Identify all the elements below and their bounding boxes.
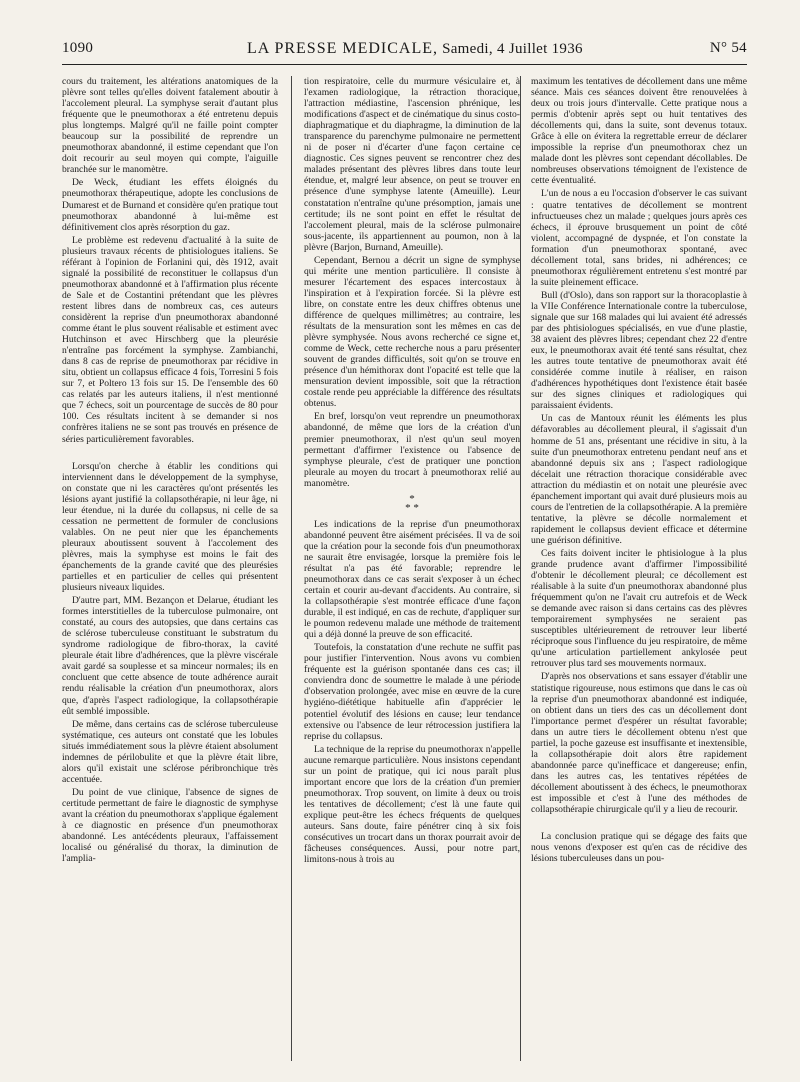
paragraph: De Weck, étudiant les effets éloignés du pneumothorax thérapeutique, adopte les conclusions de Dumarest et de Burnand et considère qu'en pratique tout pneumothorax abandonné à lui-même est définitivement clos après résorption du gaz.	[62, 177, 278, 233]
paragraph: La conclusion pratique qui se dégage des faits que nous venons d'exposer est qu'en cas de récidive des lésions tuberculeuses dans un pou-	[531, 831, 747, 865]
paragraph: Ces faits doivent inciter le phtisiologue à la plus grande prudence avant d'affirmer l'impossibilité d'obtenir le décollement pleural; ce décollement est réalisable à la suite d'un pneumothorax abandonné plus fréquemment qu'on ne l'avait cru autrefois et de Weck se demande avec raison si dans certains cas des plèvres temporairement symphysées ne seraient pas susceptibles ultérieurement de retrouver leur liberté réciproque sous l'influence du jeu respiratoire, de même qu'une articulation partiellement ankylosée peut retrouver plus tard ses mouvements normaux.	[531, 547, 747, 670]
paragraph: cours du traitement, les altérations anatomiques de la plèvre sont telles qu'elles doivent fatalement aboutir à l'accolement pleural. La symphyse serait d'autant plus fréquente que le pneumothorax a été entretenu depuis plus longtemps. Malgré qu'il ne faille point compter beaucoup sur la possibilité de reprendre un pneumothorax abandonné, il estime cependant que l'on doit recourir au seul moyen qui compte, l'aiguille branchée sur le manomètre.	[62, 76, 278, 176]
column-divider-1	[291, 76, 292, 1061]
column-2	[304, 76, 520, 867]
paragraph: Le problème est redevenu d'actualité à la suite de plusieurs travaux récents de phtisiologues italiens. Se référant à l'opinion de Forlanini qui, dès 1912, avait signalé la possibilité de reconstituer le collapsus d'un pneumothorax abandonné et à l'affirmation plus récente de Sale et de Costantini prétendant que les plèvres restent libres dans de nombreux cas, ces auteurs considèrent la reprise d'un pneumothorax abandonné comme étant le plus souvent réalisable et estiment avec Hutchinson et avec Hirschberg que la pleurésie n'entraîne pas forcément la symphyse. Zambianchi, dans 8 cas de reprise de pneumothorax par récidive in situ, obtient un collapsus efficace 4 fois, Torresini 5 fois sur 7, et Poltero 13 fois sur 15. De l'ensemble des 60 cas relatés par les auteurs italiens, il n'est mentionné que 7 échecs, soit un pourcentage de succès de 80 pour 100. Ces résultats incitent à se demander si nos confrères italiens ne se sont pas trouvés en présence de séries particulièrement favorables.	[62, 234, 278, 445]
column-3	[531, 76, 747, 866]
issue-number: N° 54	[709, 40, 747, 56]
paragraph: Du point de vue clinique, l'absence de signes de certitude permettant de faire le diagnostic de symphyse avant la création du pneumothorax s'applique également à ce diagnostic en présence d'un pneumothorax abandonné. Les antécédents pleuraux, l'affaissement localisé ou généralisé du thorax, la diminution de l'amplia-	[62, 786, 278, 865]
paragraph: De même, dans certains cas de sclérose tuberculeuse systématique, ces auteurs ont constaté que les lobules situés immédiatement sous la plèvre étaient absolument indemnes de périlobulite et que la plèvre était libre, alors qu'il existait une sclérose péribronchique très accentuée.	[62, 718, 278, 785]
issue-date: Samedi, 4 Juillet 1936	[442, 41, 583, 57]
paragraph: En bref, lorsqu'on veut reprendre un pneumothorax abandonné, de même que lors de la création d'un premier pneumothorax, il n'est qu'un seul moyen permettant d'affirmer l'existence ou l'absence de symphyse pleurale, c'est de pratiquer une ponction pleurale au moyen du trocart à pneumothorax relié au manomètre.	[304, 411, 520, 489]
section-gap	[62, 447, 278, 461]
paragraph: La technique de la reprise du pneumothorax n'appelle aucune remarque particulière. Nous insistons cependant sur un point de pratique, qui ici nous paraît plus important encore que lors de la création d'un premier pneumothorax. Trop souvent, on limite à deux ou trois les tentatives de décollement; c'est là une faute qui explique peut-être les échecs fréquents de quelques auteurs. Sans doute, faire pénétrer cinq à six fois consécutives un trocart dans un thorax pourrait avoir de fâcheuses conséquences. Aussi, pour notre part, limitons-nous à trois au	[304, 743, 520, 866]
journal-name: LA PRESSE MEDICALE,	[247, 40, 439, 57]
column-divider-2	[520, 76, 521, 1061]
journal-title	[247, 40, 583, 58]
paragraph: L'un de nous a eu l'occasion d'observer le cas suivant : quatre tentatives de décollement se montrent infructueuses chez un malade ; quelques jours après ces échecs, il éprouve brusquement un point de côté violent, accompagné de dyspnée, et l'on constate la formation d'un pneumothorax spontané, avec décollement total, sans brides, ni adhérences; ce pneumothorax régulièrement entretenu s'est montré par la suite pleinement efficace.	[531, 188, 747, 288]
paragraph: Cependant, Bernou a décrit un signe de symphyse qui mérite une mention particulière. Il consiste à mesurer l'écartement des espaces intercostaux à l'inspiration et à l'expiration forcée. Si la plèvre est libre, on constate entre les deux chiffres obtenus une différence de quelques millimètres; au contraire, les résultats de la mensuration sont les mêmes en cas de plèvre symphysée. Nous avons recherché ce signe et, comme de Weck, cette recherche nous a paru présenter souvent de grandes difficultés, soit qu'on se trouve en présence d'un hémithorax dont l'opacité est telle que la mensuration devient impossible, soit que la rétraction costale rende peu appréciable la différence des résultats obtenus.	[304, 254, 520, 410]
paragraph: D'autre part, MM. Bezançon et Delarue, étudiant les formes interstitielles de la tuberculose pulmonaire, ont constaté, au cours des autopsies, que dans certains cas de sclérose tuberculeuse constituant le substratum du syndrome radiologique de fibro-thorax, la cavité pleurale était libre d'adhérences, que la plèvre viscérale avait gardé sa souplesse et sa minceur normales; ils en concluent que cette absence de toute adhérence aurait rendu réalisable la création d'un pneumothorax, alors que, d'après l'aspect radiologique, la collapsothérapie eût semblé impossible.	[62, 595, 278, 717]
section-gap	[531, 817, 747, 831]
page-number: 1090	[62, 40, 94, 56]
paragraph: D'après nos observations et sans essayer d'établir une statistique rigoureuse, nous estimons que dans le cas où la reprise d'un pneumothorax abandonné est indiquée, on obtient dans un tiers des cas un décollement dont l'importance permet d'espérer un résultat favorable; dans un autre tiers le décollement obtenu n'est que partiel, la poche gazeuse est insuffisante et inextensible, la collapsothérapie doit alors être rapidement abandonnée parce qu'inefficace et dangereuse; enfin, dans les autres cas, les tentatives répétées de décollement aboutissent à des échecs, le pneumothorax est impossible et c'est à l'une des méthodes de collapsothérapie chirurgicale qu'il y a lieu de recourir.	[531, 671, 747, 816]
paragraph: Lorsqu'on cherche à établir les conditions qui interviennent dans le développement de la symphyse, on constate que ni les caractères qu'ont présentés les lésions ayant justifié la collapsothérapie, ni leur âge, ni leur étendue, ni la durée du collapsus, ni celle de sa cessation ne permettent de formuler de conclusions valables. On ne peut nier que les épanchements pleuraux aboutissent souvent à l'accolement des plèvres, mais la symphyse est moins le fait des épanchements de la grande cavité que des pleurésies partielles et en particulier de celles qui présentent plusieurs niveaux liquides.	[62, 460, 278, 594]
column-1	[62, 76, 278, 866]
separator-star-top: *	[409, 492, 415, 505]
paragraph: Un cas de Mantoux réunit les éléments les plus défavorables au décollement pleural, il s'agissait d'un homme de 51 ans, présentant une récidive in situ, à la suite d'un pneumothorax entretenu pendant neuf ans et abandonné depuis six ans ; l'aspect radiologique décelait une rétraction thoracique considérable avec attraction du médiastin et on notait une pleurésie avec épanchement important qui avait duré plusieurs mois au cours de l'entretien de la collapsothérapie. A la première tentative, la plèvre se décolle normalement et rapidement le collapsus devient efficace et détermine une guérison définitive.	[531, 413, 747, 546]
separator-star-bottom: * *	[405, 501, 419, 514]
paragraph: maximum les tentatives de décollement dans une même séance. Mais ces séances doivent être renouvelées à deux ou trois jours d'intervalle. Cette pratique nous a permis d'obtenir après sept ou huit tentatives des décollements qui, dans la suite, sont devenus totaux. Grâce à elle on évitera la regrettable erreur de déclarer impossible la reprise d'un pneumothorax chez un malade dont les plèvres sont cependant décollables. De nombreuses observations témoignent de l'existence de cette éventualité.	[531, 76, 747, 187]
section-separator	[304, 492, 520, 514]
paragraph: Bull (d'Oslo), dans son rapport sur la thoracoplastie à la VIIe Conférence Internationale contre la tuberculose, signale que sur 168 malades qui lui avaient été adressés par des phtisiologues spécialisés, en vue d'une plastie, 38 avaient des plèvres libres; cependant chez 22 d'entre eux, le pneumothorax avait été tenté sans résultat, chez les autres toute tentative de pneumothorax avait été considérée comme inutile à réaliser, en raison d'adhérences hypothétiques dont l'existence était basée sur des signes cliniques et radiologiques qui paraissaient évidents.	[531, 289, 747, 412]
paragraph: Les indications de la reprise d'un pneumothorax abandonné peuvent être aisément précisées. Il va de soi que la création pour la seconde fois d'un pneumothorax ne saurait être envisagée, lorsque la première fois le résultat n'a pas été favorable; reprendre le pneumothorax dans ce cas serait s'exposer à un échec certain et courir au-devant d'accidents. Au contraire, si la collapsothérapie s'est montrée efficace d'une façon durable, il est indiqué, en cas de rechute, d'appliquer sur le poumon redevenu malade une méthode de traitement qui a déjà donné la preuve de son efficacité.	[304, 518, 520, 641]
paragraph: tion respiratoire, celle du murmure vésiculaire et, à l'examen radiologique, la rétraction thoracique, l'attraction médiastine, l'ascension phrénique, les modifications d'aspect et de cinématique du sinus costo-diaphragmatique et du diaphragme, la diminution de la transparence du parenchyme pulmonaire ne permettent ni de poser ni d'écarter d'une façon certaine ce diagnostic. Ces signes peuvent se rencontrer chez des malades présentant des plèvres libres dans toute leur étendue, et, malgré leur absence, on peut se trouver en présence d'une symphyse latente (Ameuille). Leur constatation n'entraîne qu'une présomption, jamais une certitude; ils ne sont point en effet le résultat de l'accolement pleural, mais de la sclérose pulmonaire sous-jacente, ils appartiennent au poumon, non à la plèvre (Barjon, Burnand, Ameuille).	[304, 76, 520, 253]
page-header	[62, 40, 747, 65]
paragraph: Toutefois, la constatation d'une rechute ne suffit pas pour justifier l'intervention. Nous avons vu combien fréquente est la guérison spontanée dans ces cas; il conviendra donc de soumettre le malade à une période d'observation prolongée, avec mise en œuvre de la cure hygiéno-diététique habituelle afin d'apprécier le potentiel évolutif des lésions en cause; leur tendance extensive ou l'absence de leur rétrocession justifiera la reprise du collapsus.	[304, 642, 520, 742]
